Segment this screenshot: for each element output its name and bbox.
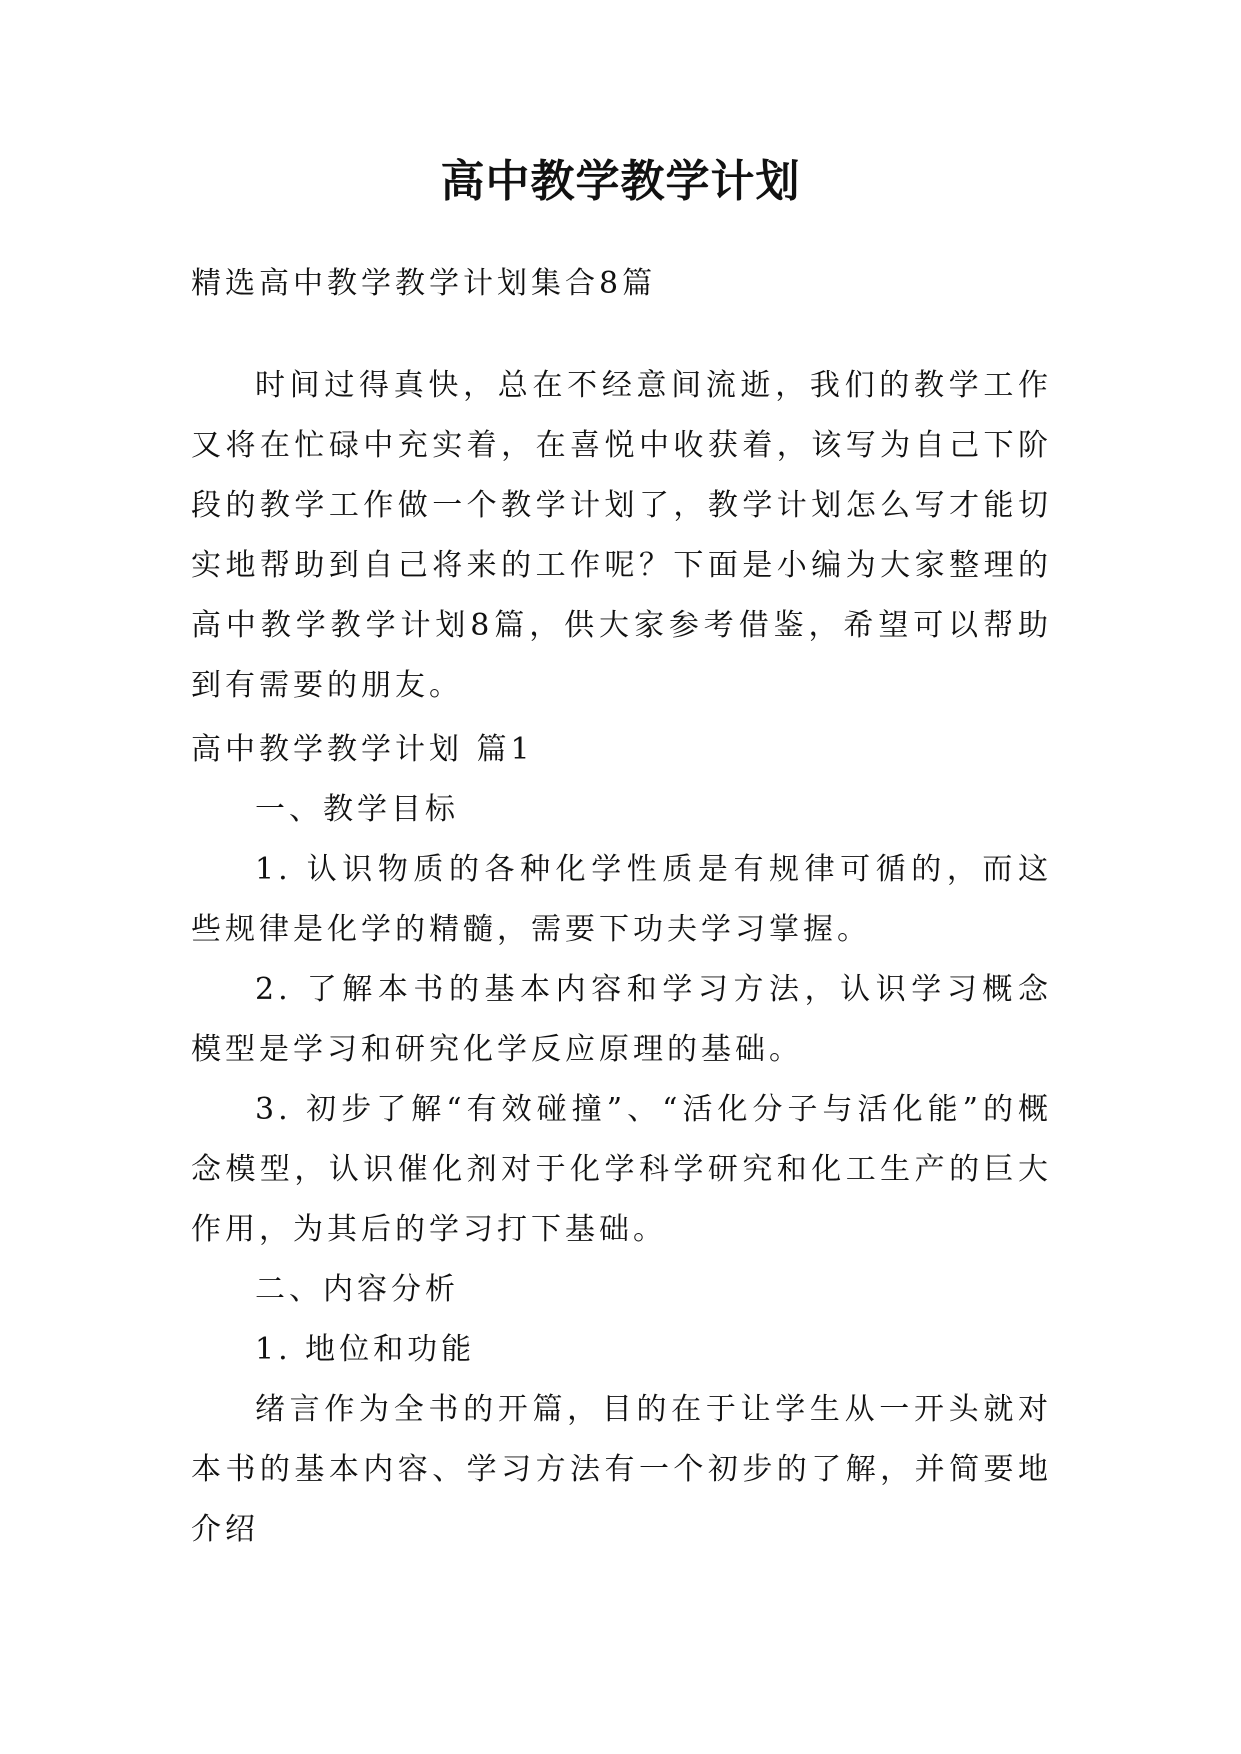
goal-paragraph-2: 2. 了解本书的基本内容和学习方法，认识学习概念模型是学习和研究化学反应原理的基础。 xyxy=(191,972,1052,1067)
document-subtitle: 精选高中教学教学计划集合8篇 xyxy=(191,266,657,301)
intro-block xyxy=(191,356,1052,716)
section-block xyxy=(191,720,1052,1560)
document-title: 高中教学教学计划 xyxy=(440,156,801,207)
intro-paragraph: 时间过得真快，总在不经意间流逝，我们的教学工作又将在忙碌中充实着，在喜悦中收获着，该写为自己下阶段的教学工作做一个教学计划了，教学计划怎么写才能切实地帮助到自己将来的工作呢？下面是小编为大家整理的高中教学教学计划8篇，供大家参考借鉴，希望可以帮助到有需要的朋友。 xyxy=(191,368,1052,703)
section-heading: 高中教学教学计划 篇1 xyxy=(191,732,534,767)
heading-teaching-goals: 一、教学目标 xyxy=(255,792,459,827)
heading-content-analysis: 二、内容分析 xyxy=(255,1272,459,1307)
goal-paragraph-1: 1. 认识物质的各种化学性质是有规律可循的，而这些规律是化学的精髓，需要下功夫学习掌握。 xyxy=(191,852,1052,947)
goal-paragraph-3: 3. 初步了解“有效碰撞”、“活化分子与活化能”的概念模型，认识催化剂对于化学科学研究和化工生产的巨大作用，为其后的学习打下基础。 xyxy=(191,1092,1052,1247)
subheading-position-function: 1. 地位和功能 xyxy=(255,1332,476,1367)
content-paragraph: 绪言作为全书的开篇，目的在于让学生从一开头就对本书的基本内容、学习方法有一个初步的了解，并简要地介绍 xyxy=(191,1392,1052,1547)
